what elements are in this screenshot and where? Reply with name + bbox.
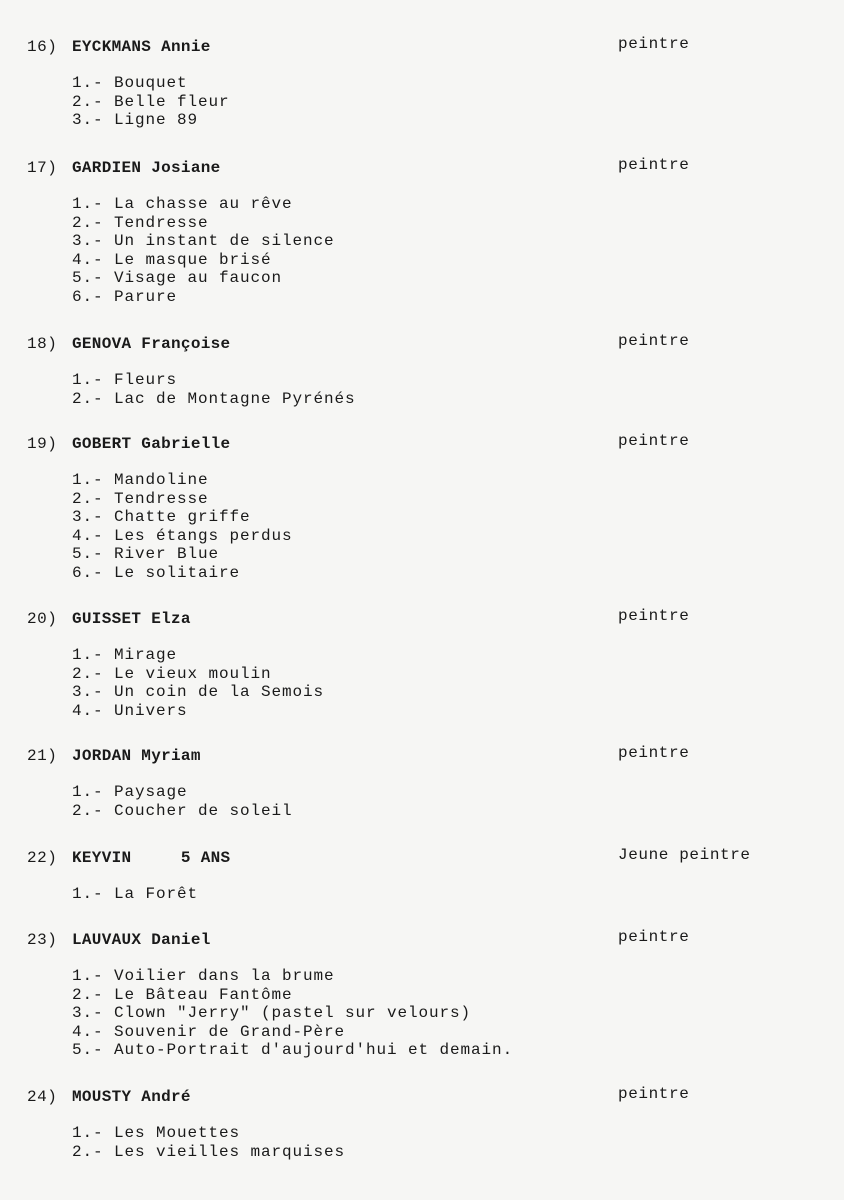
artist-name: GOBERT Gabrielle xyxy=(72,435,231,453)
works-list xyxy=(72,1124,345,1161)
work-item: 1.- La Forêt xyxy=(72,885,199,903)
work-item: 1.- Bouquet xyxy=(72,74,188,92)
entry-header xyxy=(0,157,844,179)
work-item: 5.- Auto-Portrait d'aujourd'hui et demain. xyxy=(72,1041,514,1060)
works-list xyxy=(72,371,356,408)
entry-number: 19) xyxy=(27,435,58,453)
work-item: 2.- Les vieilles marquises xyxy=(72,1142,346,1161)
entry-header xyxy=(0,608,844,630)
works-list xyxy=(72,783,293,820)
work-item: 3.- Chatte griffe xyxy=(72,508,251,527)
artist-role: Jeune peintre xyxy=(618,846,751,864)
works-list xyxy=(72,195,335,307)
work-item: 4.- Univers xyxy=(72,701,188,720)
work-item: 4.- Les étangs perdus xyxy=(72,526,293,545)
artist-entry xyxy=(0,744,844,820)
entry-number: 23) xyxy=(27,931,58,949)
artist-entry xyxy=(0,846,844,903)
artist-role: peintre xyxy=(618,156,690,174)
works-list xyxy=(72,967,513,1060)
artist-entry xyxy=(0,607,844,720)
works-list xyxy=(72,885,198,904)
work-item: 1.- Mandoline xyxy=(72,471,209,489)
artist-entry xyxy=(0,432,844,582)
work-item: 2.- Tendresse xyxy=(72,213,209,232)
entry-header xyxy=(0,745,844,767)
work-item: 4.- Souvenir de Grand-Père xyxy=(72,1022,346,1041)
entry-header xyxy=(0,1086,844,1108)
entry-number: 21) xyxy=(27,747,58,765)
entry-header xyxy=(0,433,844,455)
works-list xyxy=(72,471,293,583)
entry-header xyxy=(0,929,844,951)
artist-role: peintre xyxy=(618,928,690,946)
artist-name: LAUVAUX Daniel xyxy=(72,931,211,949)
work-item: 3.- Clown "Jerry" (pastel sur velours) xyxy=(72,1004,472,1023)
artist-entry xyxy=(0,928,844,1060)
entry-number: 20) xyxy=(27,610,58,628)
artist-role: peintre xyxy=(618,332,690,350)
entry-number: 24) xyxy=(27,1088,58,1106)
artist-entry xyxy=(0,35,844,130)
work-item: 2.- Tendresse xyxy=(72,489,209,508)
artist-name: GARDIEN Josiane xyxy=(72,159,221,177)
artist-name: JORDAN Myriam xyxy=(72,747,201,765)
entry-header xyxy=(0,333,844,355)
works-list xyxy=(72,74,230,130)
artist-entry xyxy=(0,156,844,306)
entry-number: 18) xyxy=(27,335,58,353)
artist-name: MOUSTY André xyxy=(72,1088,191,1106)
artist-entry xyxy=(0,1085,844,1161)
entry-header xyxy=(0,36,844,58)
work-item: 1.- Fleurs xyxy=(72,371,178,389)
work-item: 1.- Mirage xyxy=(72,646,178,664)
work-item: 2.- Le Bâteau Fantôme xyxy=(72,985,293,1004)
entry-number: 16) xyxy=(27,38,58,56)
artist-entry xyxy=(0,332,844,408)
entry-number: 17) xyxy=(27,159,58,177)
work-item: 1.- Voilier dans la brume xyxy=(72,967,335,985)
artist-name: GENOVA Françoise xyxy=(72,335,231,353)
work-item: 2.- Lac de Montagne Pyrénés xyxy=(72,389,356,408)
artist-role: peintre xyxy=(618,744,690,762)
artist-role: peintre xyxy=(618,432,690,450)
work-item: 1.- Les Mouettes xyxy=(72,1124,241,1142)
entry-header xyxy=(0,847,844,869)
works-list xyxy=(72,646,324,720)
work-item: 2.- Le vieux moulin xyxy=(72,664,272,683)
artist-role: peintre xyxy=(618,1085,690,1103)
work-item: 5.- River Blue xyxy=(72,545,220,564)
artist-role: peintre xyxy=(618,607,690,625)
work-item: 3.- Ligne 89 xyxy=(72,111,199,130)
entry-number: 22) xyxy=(27,849,58,867)
artist-name: GUISSET Elza xyxy=(72,610,191,628)
artist-name: KEYVIN 5 ANS xyxy=(72,849,231,867)
work-item: 6.- Parure xyxy=(72,287,178,306)
work-item: 2.- Coucher de soleil xyxy=(72,801,293,820)
work-item: 1.- Paysage xyxy=(72,783,188,801)
work-item: 4.- Le masque brisé xyxy=(72,250,272,269)
work-item: 5.- Visage au faucon xyxy=(72,269,283,288)
work-item: 3.- Un instant de silence xyxy=(72,232,335,251)
work-item: 2.- Belle fleur xyxy=(72,92,230,111)
work-item: 6.- Le solitaire xyxy=(72,563,241,582)
artist-role: peintre xyxy=(618,35,690,53)
work-item: 3.- Un coin de la Semois xyxy=(72,683,325,702)
work-item: 1.- La chasse au rêve xyxy=(72,195,293,213)
artist-name: EYCKMANS Annie xyxy=(72,38,211,56)
